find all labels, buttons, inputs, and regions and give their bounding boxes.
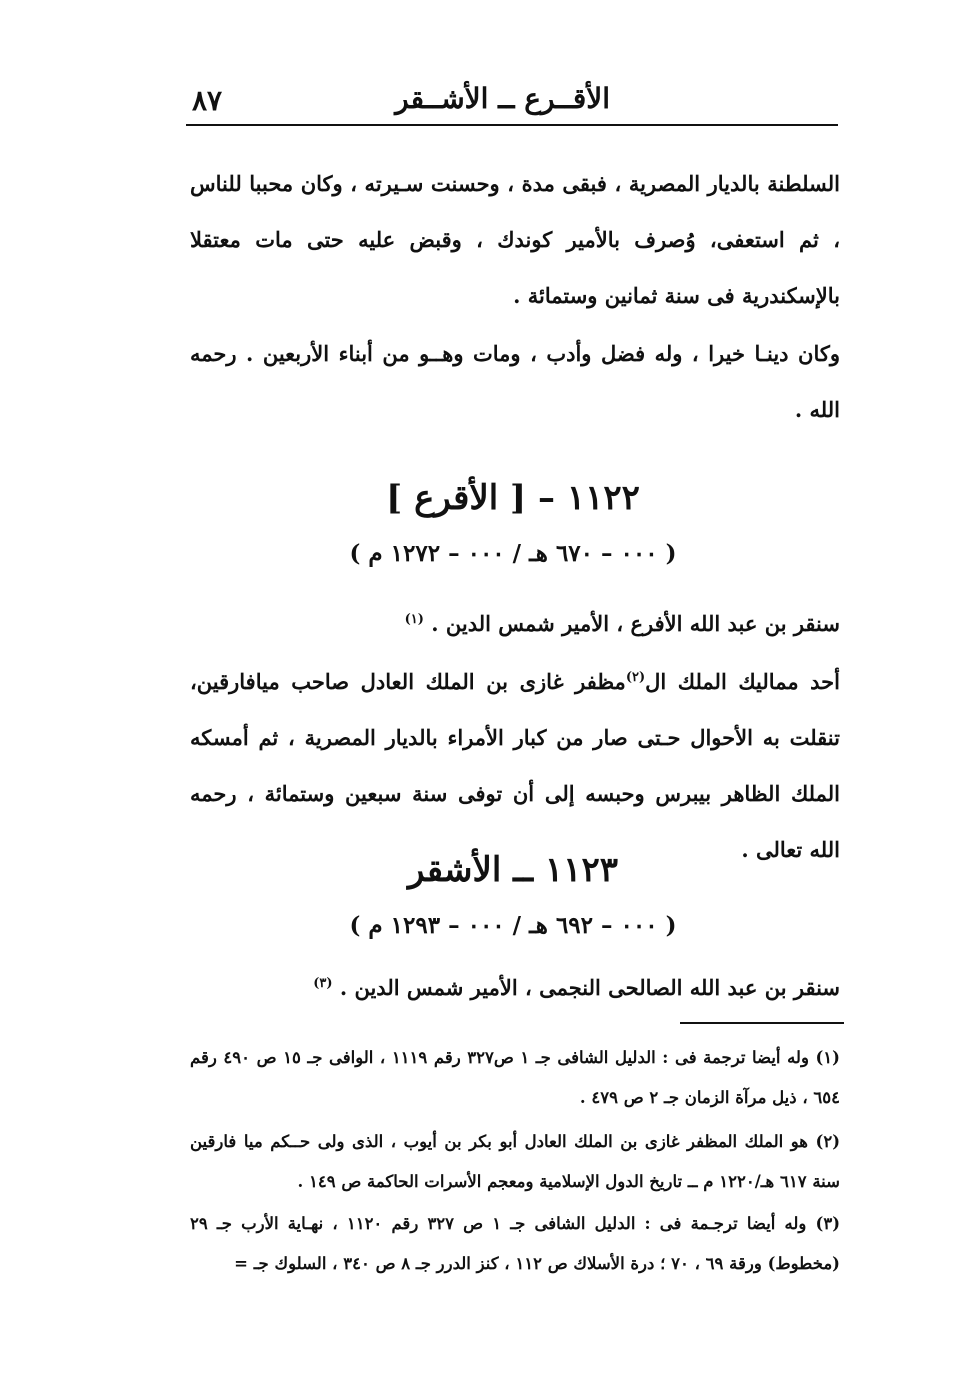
footnote-1: (١) وله أيضا ترجمة فى : الدليل الشافى جـ ١ ص٣٢٧ رقم ١١١٩ ، الوافى جـ ١٥ ص ٤٩٠ رقم ٦٥٤ ، ذيل مرآة الزمان جـ ٢ ص ٤٧٩ . [190,1048,840,1107]
entry-1122-body-start: أحد مماليك الملك ال [645,669,840,694]
footnote-ref-2: (٢) [625,670,646,685]
entry-1123-heading: ١١٢٣ ــ الأشقر [408,850,618,890]
header-rule [186,124,838,126]
footnote-ref-3: (٣) [313,976,333,991]
entry-1122-name: سنقر بن عبد الله الأفرع ، الأمير شمس الدين . [431,611,840,636]
entry-1122-dates: ( ٠٠٠ – ٦٧٠ هـ / ٠٠٠ – ١٢٧٢ م ) [349,540,677,567]
paragraph-closing: وكان دينـا خيرا ، وله فضل وأدب ، ومات وهــو من أبناء الأربعين . رحمه الله . [190,341,840,422]
footnote-ref-1: (١) [404,612,424,627]
running-header [186,76,840,120]
entry-1123-name: سنقر بن عبد الله الصالحى النجمى ، الأمير شمس الدين . [339,975,840,1000]
entry-1122-body-continued: مظفر غازى بن الملك العادل صاحب ميافارقين، تنقلت [190,669,840,750]
entry-1122-body-rest: به الأحوال حـتى صار من كبار الأمراء بالديار المصرية ، ثم أمسكه الملك الظاهر بيبرس وحبسه إلى أن توفى سنة سبعين وستمائة ، رحمه الله تعالى . [190,725,840,862]
footnote-3: (٣) وله أيضا ترجـمة فى : الدليل الشافى جـ ١ ص ٣٢٧ رقم ١١٢٠ ، نهـاية الأرب جـ ٢٩ (مخطوط) ورقة ٦٩ ، ٧٠ ؛ درة الأسلاك ص ١١٢ ، كنز الدرر جـ ٨ ص ٣٤٠ ، السلوك جـ = [190,1214,841,1273]
footnote-separator [680,1022,844,1024]
running-title: الأقــرع ــ الأشــقر [395,82,610,115]
page-number: ٨٧ [192,84,223,117]
entry-1122-name-line [190,592,840,652]
paragraph-continuation: السلطنة بالديار المصرية ، فبقى مدة ، وحسنت سـيرته ، وكان محببا للناس ، ثم استعفى، وُصرف بالأمير كوندك ، وقبض عليه حتى مات معتقلا بالإسكندرية فى سنة ثمانين وستمائة . [190,171,840,308]
entry-1123-name-line [190,956,840,1016]
footnote-2: (٢) هو الملك المظفر غازى بن الملك العادل أبو بكر بن أيوب ، الذى ولى حــكم ميا فارقين سنة ٦١٧ هـ/١٢٢٠ م ــ تاريخ الدول الإسلامية ومعجم الأسرات الحاكمة ص ١٤٩ . [190,1132,840,1191]
entry-1122-heading: ١١٢٢ – [ الأقرع ] [386,478,640,518]
entry-1123-dates: ( ٠٠٠ – ٦٩٢ هـ / ٠٠٠ – ١٢٩٣ م ) [349,912,677,939]
entry-1122-body [190,650,840,878]
